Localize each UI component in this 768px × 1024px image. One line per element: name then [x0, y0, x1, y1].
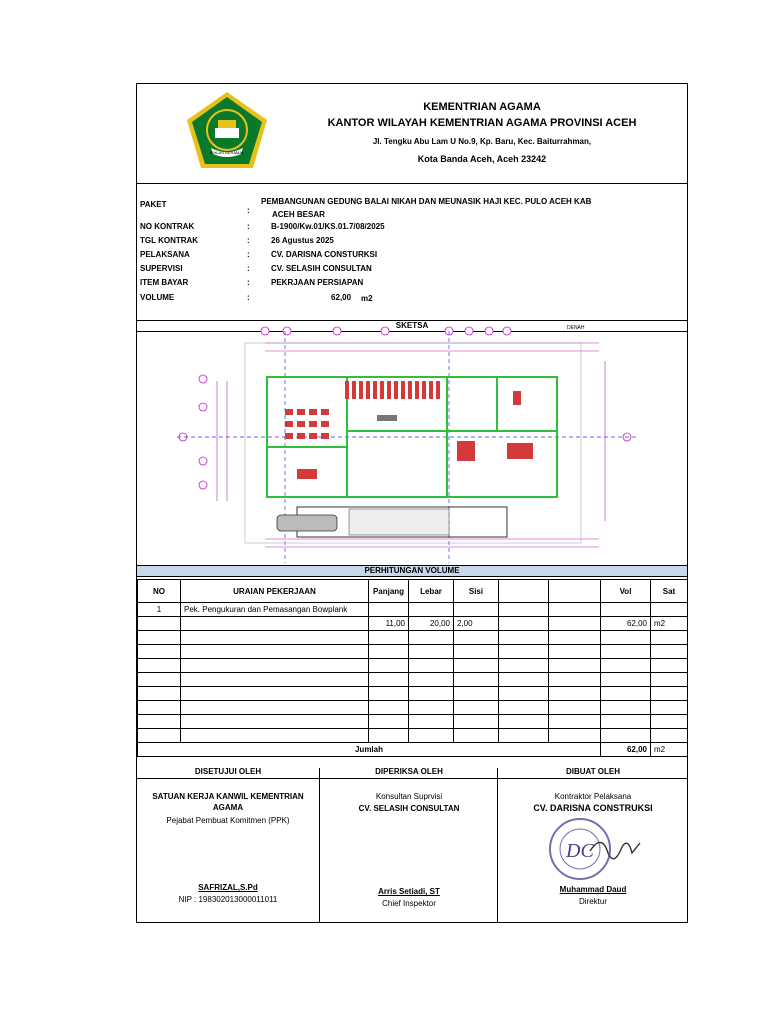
info-value-supervisi: CV. SELASIH CONSULTAN: [271, 264, 372, 273]
approved-name: SAFRIZAL,S.Pd: [198, 883, 258, 892]
made-org: CV. DARISNA CONSTRUKSI: [533, 803, 653, 813]
made-title: Direktur: [578, 897, 607, 906]
info-value-volume: 62,00: [331, 293, 352, 302]
total-vol: 62,00: [601, 743, 651, 757]
total-row: [138, 743, 688, 757]
col-uraian: URAIAN PEKERJAAN: [181, 580, 369, 603]
table-row: [138, 645, 688, 659]
made-name: Muhammad Daud: [559, 885, 627, 894]
checked-heading: DIPERIKSA OLEH: [375, 767, 443, 776]
info-value-paket-2: ACEH BESAR: [272, 210, 325, 219]
approved-org-1: SATUAN KERJA KANWIL KEMENTRIAN: [152, 792, 304, 801]
info-sep: :: [247, 278, 250, 287]
item-vol: 62,00: [601, 617, 651, 631]
signature-block: [137, 768, 687, 922]
info-sep: :: [247, 236, 250, 245]
col-lebar: Lebar: [409, 580, 454, 603]
header-title-1: KEMENTRIAN AGAMA: [423, 101, 541, 113]
info-label-tgl: TGL KONTRAK: [140, 236, 199, 245]
item-sat: m2: [651, 617, 688, 631]
volume-table: [137, 579, 688, 757]
approved-heading: DISETUJUI OLEH: [194, 767, 262, 776]
company-stamp-signature: [528, 813, 658, 883]
info-value-item: PEKRJAAN PERSIAPAN: [271, 278, 364, 287]
volume-bar: PERHITUNGAN VOLUME: [137, 565, 687, 577]
info-label-volume: VOLUME: [140, 293, 175, 302]
info-value-tgl: 26 Agustus 2025: [271, 236, 334, 245]
col-blank-1: [499, 580, 549, 603]
table-row: [138, 603, 688, 617]
col-sat: Sat: [651, 580, 688, 603]
table-row: [138, 659, 688, 673]
info-value-kontrak: B-1900/Kw.01/KS.01.7/08/2025: [271, 222, 385, 231]
header-address-1: Jl. Tengku Abu Lam U No.9, Kp. Baru, Kec. Baiturrahman,: [372, 137, 592, 146]
info-label-pelaksana: PELAKSANA: [140, 250, 190, 259]
item-desc: Pek. Pengukuran dan Pemasangan Bowplank: [181, 603, 369, 617]
divider: [137, 183, 687, 184]
info-sep: :: [247, 206, 250, 215]
document-sheet: [136, 83, 688, 923]
table-row: [138, 729, 688, 743]
svg-text:IKHLAS BERAMAL: IKHLAS BERAMAL: [209, 150, 245, 155]
svg-text:DENAH: DENAH: [567, 325, 585, 331]
item-panjang: 11,00: [369, 617, 409, 631]
table-header-row: [138, 580, 688, 603]
info-label-kontrak: NO KONTRAK: [140, 222, 195, 231]
checked-role: Konsultan Suprvisi: [375, 792, 443, 801]
item-lebar: 20,00: [409, 617, 454, 631]
sketch-bar: SKETSA: [137, 320, 687, 332]
checked-org: CV. SELASIH CONSULTAN: [358, 804, 460, 813]
info-value-paket: PEMBANGUNAN GEDUNG BALAI NIKAH DAN MEUNASIK HAJI KEC. PULO ACEH KAB: [261, 197, 592, 206]
checked-title: Chief Inspektor: [382, 899, 436, 908]
total-sat: m2: [651, 743, 688, 757]
col-blank-2: [549, 580, 601, 603]
col-panjang: Panjang: [369, 580, 409, 603]
kemenag-logo: [185, 90, 269, 170]
info-unit-volume: m2: [361, 294, 373, 303]
checked-name: Arris Setiadi, ST: [378, 887, 440, 896]
made-heading: DIBUAT OLEH: [565, 767, 621, 776]
header-title-2: KANTOR WILAYAH KEMENTRIAN AGAMA PROVINSI ACEH: [327, 117, 637, 129]
info-label-item: ITEM BAYAR: [140, 278, 189, 287]
total-label: Jumlah: [138, 743, 601, 757]
header-address-2: Kota Banda Aceh, Aceh 23242: [417, 154, 547, 164]
info-sep: :: [247, 293, 250, 302]
info-sep: :: [247, 264, 250, 273]
col-no: NO: [138, 580, 181, 603]
info-sep: :: [247, 250, 250, 259]
table-row: [138, 631, 688, 645]
item-sisi: 2,00: [454, 617, 499, 631]
item-no: 1: [138, 603, 181, 617]
table-row: [138, 701, 688, 715]
approved-nip: NIP : 198302013000011011: [178, 895, 278, 904]
col-vol: Vol: [601, 580, 651, 603]
approved-org-2: AGAMA: [212, 803, 244, 812]
table-row: [138, 687, 688, 701]
table-row: [138, 715, 688, 729]
table-row: [138, 673, 688, 687]
info-label-paket: PAKET: [140, 200, 167, 209]
table-row: [138, 617, 688, 631]
info-value-pelaksana: CV. DARISNA CONSTURKSI: [271, 250, 378, 259]
col-sisi: Sisi: [454, 580, 499, 603]
svg-text:DC: DC: [566, 840, 594, 862]
made-role: Kontraktor Pelaksana: [554, 792, 632, 801]
info-sep: :: [247, 222, 250, 231]
approved-role: Pejabat Pembuat Komitmen (PPK): [166, 816, 290, 825]
info-label-supervisi: SUPERVISI: [140, 264, 183, 273]
